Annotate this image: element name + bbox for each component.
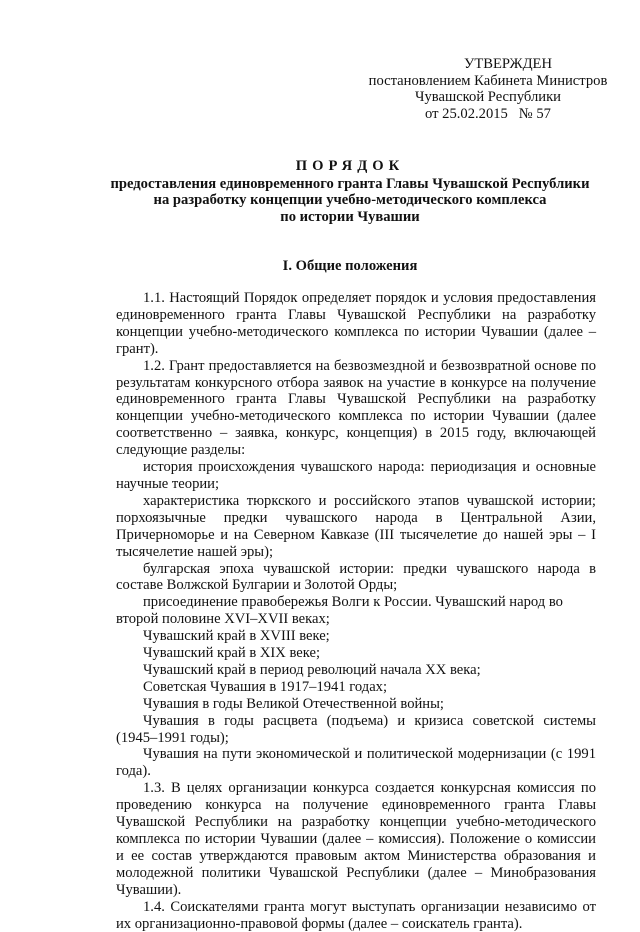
list-item: присоединение правобережья Волги к России. Чувашский народ во второй половине XVI–XVII веках; bbox=[116, 594, 563, 628]
list-item: Чувашия на пути экономической и политической модернизации (с 1991 года). bbox=[116, 746, 596, 780]
list-item: история происхождения чувашского народа: периодизация и основные научные теории; bbox=[116, 459, 596, 492]
document-heading bbox=[100, 158, 600, 225]
list-item: булгарская эпоха чувашской истории: предки чувашского народа в составе Волжской Булгарии и Золотой Орды; bbox=[116, 560, 596, 594]
approval-stamp bbox=[368, 56, 608, 122]
approval-line-1: постановлением Кабинета Министров bbox=[368, 72, 608, 89]
paragraph-1-1: 1.1. Настоящий Порядок определяет порядок и условия предоставления единовременного гранта Главы Чувашской Республики на разработку концепции учебно-методического комплекса по истории Чувашии (далее – грант). bbox=[116, 290, 596, 357]
document-body bbox=[116, 290, 596, 932]
paragraph-1-4: 1.4. Соискателями гранта могут выступать организации независимо от их организационно-правовой формы (далее – соискатель гранта). bbox=[116, 898, 596, 932]
list-item: Чувашский край в XVIII веке; bbox=[143, 628, 330, 645]
approval-line-2: Чувашской Республики bbox=[415, 89, 561, 105]
paragraph-1-2: 1.2. Грант предоставляется на безвозмездной и безвозвратной основе по результатам конкурсного отбора заявок на участие в конкурсе на получение единовременного гранта Главы Чувашской Республики на разработку концепции учебно-методического комплекса по истории Чувашии (далее соответственно – заявка, конкурс, концепция) в 2015 году, включающей следующие разделы: bbox=[116, 357, 596, 459]
approval-title: УТВЕРЖДЕН bbox=[464, 56, 552, 72]
section-title: I. Общие положения bbox=[282, 258, 418, 274]
list-item: Чувашский край в XIX веке; bbox=[143, 645, 321, 662]
list-item: Чувашия в годы Великой Отечественной войны; bbox=[143, 695, 444, 712]
document-subtitle-line-2: на разработку концепции учебно-методического комплекса bbox=[153, 192, 547, 208]
document-subtitle-line-3: по истории Чувашии bbox=[280, 208, 420, 225]
list-item: Чувашия в годы расцвета (подъема) и кризиса советской системы (1945–1991 годы); bbox=[116, 712, 596, 746]
list-item: Чувашский край в период революций начала XX века; bbox=[143, 661, 481, 678]
document-title: ПОРЯДОК bbox=[295, 158, 405, 174]
document-subtitle-line-1: предоставления единовременного гранта Главы Чувашской Республики bbox=[110, 175, 590, 192]
list-item: характеристика тюркского и российского этапов чувашской истории; порхоязычные предки чувашского народа в Центральной Азии, Причерноморье и на Северном Кавказе (III тысячелетие до нашей эры – I тысячелетие нашей эры); bbox=[116, 492, 596, 560]
list-item: Советская Чувашия в 1917–1941 годах; bbox=[143, 678, 388, 695]
approval-line-3: от 25.02.2015 № 57 bbox=[425, 105, 551, 122]
paragraph-1-3: 1.3. В целях организации конкурса создается конкурсная комиссия по проведению конкурса на получение единовременного гранта Главы Чувашской Республики на разработку концепции учебно-методического комплекса по истории Чувашии (далее – комиссия). Положение о комиссии и ее состав утверждаются правовым актом Министерства образования и молодежной политики Чувашской Республики (далее – Минобразования Чувашии). bbox=[116, 780, 596, 898]
